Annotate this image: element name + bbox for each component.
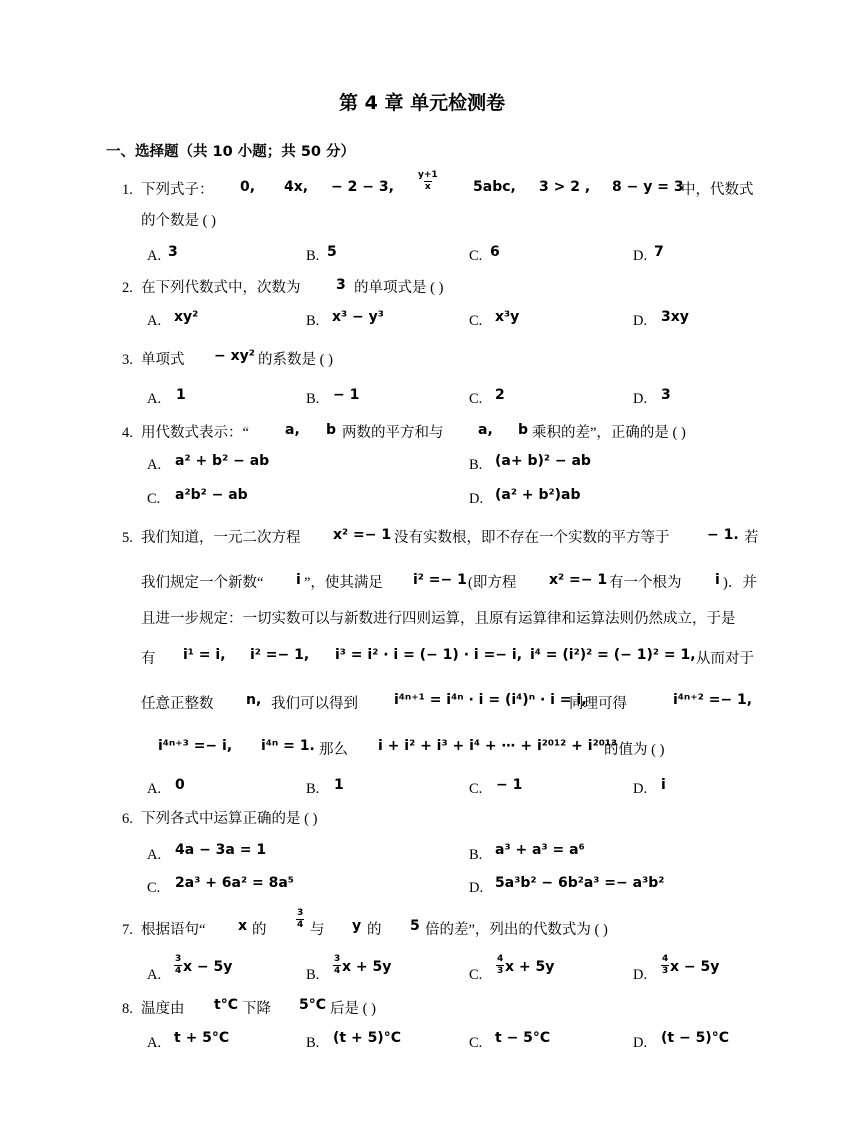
q5-number: 5. <box>122 530 133 546</box>
q5-line5-a: 任意正整数 <box>141 696 214 712</box>
q4-option-a-label: A. <box>147 457 162 473</box>
q6-option-c-label: C. <box>147 880 161 896</box>
q1-fraction-numerator: y+1 <box>418 170 438 180</box>
q7-fraction-numerator: 3 <box>297 908 304 918</box>
q3-stem-a: 单项式 <box>141 352 185 368</box>
q1-stem: 下列式子： <box>141 182 214 198</box>
q5-option-b-label: B. <box>306 781 320 797</box>
q3-option-d[interactable]: 3 <box>661 387 671 403</box>
q5-line4-math-2: i² =− 1, <box>250 647 310 663</box>
q4-option-b-label: B. <box>469 457 483 473</box>
q5-line6-math-2: i⁴ⁿ = 1. <box>261 738 315 754</box>
q5-line3: 且进一步规定：一切实数可以与新数进行四则运算，且原有运算律和运算法则仍然成立，于是 <box>141 611 736 627</box>
q5-line1-math-1: x² =− 1 <box>333 527 392 543</box>
q6-number: 6. <box>122 811 133 827</box>
q5-line4-a: 有 <box>141 651 156 667</box>
q8-stem-b: 下降 <box>242 1001 271 1017</box>
q1-option-a-label: A. <box>147 248 162 264</box>
q1-option-b[interactable]: 5 <box>327 244 337 260</box>
q5-line2-d: 有一个根为 <box>609 575 682 591</box>
q2-stem-math: 3 <box>336 277 346 293</box>
q8-option-a-label: A. <box>147 1035 162 1051</box>
q5-line6-b: 的值为 ( ) <box>604 742 665 758</box>
q7-option-c[interactable]: x + 5y <box>505 959 555 975</box>
q5-line4-b: 从而对于 <box>696 651 754 667</box>
q1-number: 1. <box>122 182 133 198</box>
q3-option-c-label: C. <box>469 391 483 407</box>
q5-line2-b: ”，使其满足 <box>304 575 383 591</box>
q3-option-a[interactable]: 1 <box>176 387 186 403</box>
q8-option-b[interactable]: (t + 5)°C <box>333 1030 401 1046</box>
q6-option-b-label: B. <box>469 847 483 863</box>
q1-option-b-label: B. <box>306 248 320 264</box>
q2-stem-a: 在下列代数式中，次数为 <box>141 280 301 296</box>
q5-line6-a: 那么 <box>319 742 348 758</box>
q5-option-c-label: C. <box>469 781 483 797</box>
q5-line6-math-3: i + i² + i³ + i⁴ + ⋯ + i²⁰¹² + i²⁰¹³ <box>378 738 618 754</box>
q7-option-d-numerator: 4 <box>662 954 669 964</box>
q7-option-b[interactable]: x + 5y <box>342 959 392 975</box>
q3-option-a-label: A. <box>147 391 162 407</box>
q6-option-d[interactable]: 5a³b² − 6b²a³ =− a³b² <box>495 875 665 891</box>
q4-option-c[interactable]: a²b² − ab <box>175 487 248 503</box>
q2-option-d[interactable]: 3xy <box>661 309 689 325</box>
q4-option-c-label: C. <box>147 491 161 507</box>
q7-x: x <box>238 918 248 934</box>
q5-option-d-label: D. <box>633 781 648 797</box>
q5-option-a[interactable]: 0 <box>175 777 185 793</box>
q8-t: t°C <box>214 997 238 1013</box>
q6-option-a-label: A. <box>147 847 162 863</box>
q2-option-a-label: A. <box>147 313 162 329</box>
section-heading: 一、选择题（共 10 小题；共 50 分） <box>106 144 356 160</box>
q4-stem-b: 两数的平方和与 <box>342 425 444 441</box>
q5-line2-math-1: i² =− 1 <box>413 572 467 588</box>
q4-option-b[interactable]: (a+ b)² − ab <box>495 453 591 469</box>
q5-option-a-label: A. <box>147 781 162 797</box>
q7-option-c-numerator: 4 <box>497 954 504 964</box>
q5-line2-i-2: i <box>715 572 720 588</box>
q3-number: 3. <box>122 352 133 368</box>
q1-fraction <box>417 171 439 192</box>
q4-option-d-label: D. <box>469 491 484 507</box>
q7-option-b-label: B. <box>306 967 320 983</box>
q1-fraction-denominator: x <box>424 182 431 192</box>
q7-option-b-numerator: 3 <box>334 954 341 964</box>
q4-stem-a: 用代数式表示：“ <box>141 425 249 441</box>
q5-line5-c: 同理可得 <box>569 696 627 712</box>
q1-expr-6: 3 > 2 , <box>539 179 591 195</box>
q7-option-c-fraction <box>496 955 504 976</box>
q2-option-a[interactable]: xy² <box>174 309 199 325</box>
q6-option-c[interactable]: 2a³ + 6a² = 8a⁵ <box>175 875 294 891</box>
q7-option-a[interactable]: x − 5y <box>183 959 233 975</box>
q1-expr-3: − 2 − 3, <box>331 179 394 195</box>
q1-expr-7: 8 − y = 3 <box>612 179 684 195</box>
q5-line4-math-1: i¹ = i, <box>183 647 226 663</box>
q7-option-b-fraction <box>333 955 341 976</box>
q8-option-a[interactable]: t + 5°C <box>174 1030 230 1046</box>
q1-option-c[interactable]: 6 <box>490 244 500 260</box>
q2-option-d-label: D. <box>633 313 648 329</box>
q8-option-c[interactable]: t − 5°C <box>495 1030 551 1046</box>
q7-de-1: 的 <box>252 922 267 938</box>
q3-option-b[interactable]: − 1 <box>333 387 360 403</box>
q7-five: 5 <box>410 918 420 934</box>
q4-stem-c: 乘积的差”，正确的是 ( ) <box>532 425 686 441</box>
q7-fraction <box>296 909 304 930</box>
q7-option-d-label: D. <box>633 967 648 983</box>
q7-option-c-denominator: 3 <box>497 966 504 976</box>
q8-stem-c: 后是 ( ) <box>330 1001 376 1017</box>
q5-line1-c: 若 <box>744 530 759 546</box>
q5-option-d[interactable]: i <box>661 777 666 793</box>
q5-line4-math-3: i³ = i² · i = (− 1) · i =− i, <box>335 647 523 663</box>
q4-a-1: a, <box>285 422 300 438</box>
q4-number: 4. <box>122 425 133 441</box>
q3-option-d-label: D. <box>633 391 648 407</box>
q7-option-d[interactable]: x − 5y <box>670 959 720 975</box>
q7-option-c-label: C. <box>469 967 483 983</box>
q8-option-d-label: D. <box>633 1035 648 1051</box>
q3-stem-math: − xy² <box>214 348 255 364</box>
q5-line5-math-1: i⁴ⁿ⁺¹ = i⁴ⁿ · i = (i⁴)ⁿ · i = i, <box>394 692 587 708</box>
q1-option-d-label: D. <box>633 248 648 264</box>
page-title: 第 4 章 单元检测卷 <box>339 92 506 114</box>
q7-yu: 与 <box>310 922 325 938</box>
q7-option-a-label: A. <box>147 967 162 983</box>
q6-option-d-label: D. <box>469 880 484 896</box>
q2-stem-b: 的单项式是 ( ) <box>354 280 444 296</box>
q2-number: 2. <box>122 280 133 296</box>
q8-option-c-label: C. <box>469 1035 483 1051</box>
q6-stem: 下列各式中运算正确的是 ( ) <box>141 811 318 827</box>
q1-option-a[interactable]: 3 <box>168 244 178 260</box>
q7-fraction-denominator: 4 <box>297 920 304 930</box>
q1-expr-5: 5abc, <box>473 179 516 195</box>
q5-option-c[interactable]: − 1 <box>496 777 523 793</box>
q5-line5-math-2: i⁴ⁿ⁺² =− 1, <box>673 692 753 708</box>
q7-number: 7. <box>122 922 133 938</box>
q7-option-a-fraction <box>174 955 182 976</box>
q7-option-b-denominator: 4 <box>334 966 341 976</box>
q5-line4-math-4: i⁴ = (i²)² = (− 1)² = 1, <box>530 647 696 663</box>
q5-line2-e: )．并 <box>723 575 757 591</box>
q4-b-1: b <box>326 422 337 438</box>
q2-option-c-label: C. <box>469 313 483 329</box>
q4-b-2: b <box>518 422 529 438</box>
q5-line6-math-1: i⁴ⁿ⁺³ =− i, <box>158 738 233 754</box>
q7-option-d-fraction <box>661 955 669 976</box>
q5-line2-a: 我们规定一个新数“ <box>141 575 264 591</box>
q6-option-a[interactable]: 4a − 3a = 1 <box>175 842 267 858</box>
q5-line1-a: 我们知道，一元二次方程 <box>141 530 301 546</box>
q7-y: y <box>352 918 362 934</box>
q1-option-d[interactable]: 7 <box>654 244 664 260</box>
q7-option-a-denominator: 4 <box>175 966 182 976</box>
q5-line1-math-2: − 1. <box>707 527 739 543</box>
q4-a-2: a, <box>478 422 493 438</box>
q4-option-a[interactable]: a² + b² − ab <box>175 453 270 469</box>
q1-option-c-label: C. <box>469 248 483 264</box>
q2-option-c[interactable]: x³y <box>495 309 520 325</box>
q1-stem-line2: 的个数是 ( ) <box>141 213 216 229</box>
q8-number: 8. <box>122 1001 133 1017</box>
q5-option-b[interactable]: 1 <box>334 777 344 793</box>
q7-de-2: 的 <box>367 922 382 938</box>
q5-line5-b: 我们可以得到 <box>271 696 358 712</box>
q3-option-c[interactable]: 2 <box>495 387 505 403</box>
q6-option-b[interactable]: a³ + a³ = a⁶ <box>495 842 585 858</box>
q3-option-b-label: B. <box>306 391 320 407</box>
q8-option-d[interactable]: (t − 5)°C <box>661 1030 729 1046</box>
q4-option-d[interactable]: (a² + b²)ab <box>495 487 581 503</box>
q7-stem-b: 倍的差”，列出的代数式为 ( ) <box>425 922 608 938</box>
q5-line2-i: i <box>296 572 301 588</box>
q1-stem-tail: 中，代数式 <box>681 182 754 198</box>
q7-option-d-denominator: 3 <box>662 966 669 976</box>
q2-option-b-label: B. <box>306 313 320 329</box>
q5-line1-b: 没有实数根，即不存在一个实数的平方等于 <box>394 530 670 546</box>
q5-line2-math-2: x² =− 1 <box>549 572 608 588</box>
q3-stem-b: 的系数是 ( ) <box>258 352 333 368</box>
q7-stem-a: 根据语句“ <box>141 922 206 938</box>
q1-expr-2: 4x, <box>284 179 309 195</box>
q8-five: 5°C <box>299 997 327 1013</box>
q2-option-b[interactable]: x³ − y³ <box>332 309 384 325</box>
q7-option-a-numerator: 3 <box>175 954 182 964</box>
q1-expr-1: 0, <box>240 179 256 195</box>
q5-line2-c: (即方程 <box>468 575 517 591</box>
q8-stem-a: 温度由 <box>141 1001 185 1017</box>
q8-option-b-label: B. <box>306 1035 320 1051</box>
q5-line5-n: n, <box>246 692 262 708</box>
